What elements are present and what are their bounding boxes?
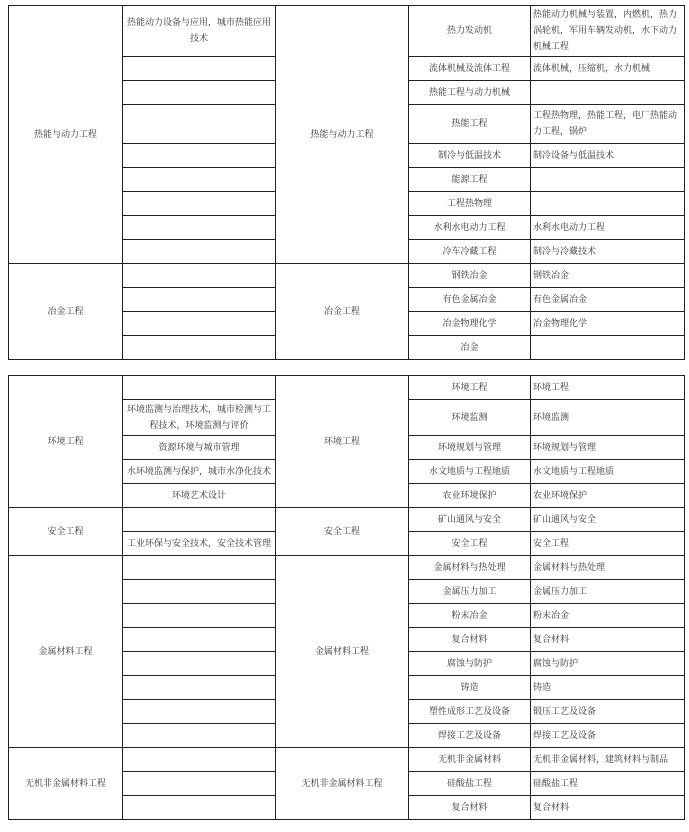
sub-major-cell: 热力发动机 — [409, 6, 531, 57]
table-row — [9, 508, 685, 532]
detail-cell: 复合材料 — [531, 796, 685, 820]
related-major-cell — [123, 192, 276, 216]
sub-major-cell: 塑性成形工艺及设备 — [409, 700, 531, 724]
related-major-cell: 环境艺术设计 — [123, 484, 276, 508]
detail-cell: 有色金属冶金 — [531, 288, 685, 312]
related-major-cell — [123, 604, 276, 628]
detail-cell: 环境监测 — [531, 400, 685, 436]
table-row — [9, 264, 685, 288]
detail-cell — [531, 81, 685, 105]
sub-major-cell: 复合材料 — [409, 628, 531, 652]
detail-cell: 水利水电动力工程 — [531, 216, 685, 240]
old-major-cell: 环境工程 — [276, 376, 409, 508]
detail-cell: 矿山通风与安全 — [531, 508, 685, 532]
sub-major-cell: 流体机械及流体工程 — [409, 57, 531, 81]
major-cell: 无机非金属材料工程 — [9, 748, 123, 820]
old-major-cell: 热能与动力工程 — [276, 6, 409, 264]
sub-major-cell: 水文地质与工程地质 — [409, 460, 531, 484]
related-major-cell: 热能动力设备与应用，城市热能应用技术 — [123, 6, 276, 57]
detail-cell: 水文地质与工程地质 — [531, 460, 685, 484]
detail-cell: 粉末冶金 — [531, 604, 685, 628]
related-major-cell — [123, 240, 276, 264]
sub-major-cell: 农业环境保护 — [409, 484, 531, 508]
related-major-cell — [123, 556, 276, 580]
sub-major-cell: 冶金物理化学 — [409, 312, 531, 336]
sub-major-cell: 环境规划与管理 — [409, 436, 531, 460]
detail-cell: 流体机械，压缩机，水力机械 — [531, 57, 685, 81]
sub-major-cell: 矿山通风与安全 — [409, 508, 531, 532]
table-row — [9, 376, 685, 400]
detail-cell — [531, 168, 685, 192]
detail-cell: 环境规划与管理 — [531, 436, 685, 460]
detail-cell: 农业环境保护 — [531, 484, 685, 508]
detail-cell: 金属材料与热处理 — [531, 556, 685, 580]
major-cell: 冶金工程 — [9, 264, 123, 360]
detail-cell: 无机非金属材料，建筑材料与制品 — [531, 748, 685, 772]
related-major-cell — [123, 81, 276, 105]
related-major-cell — [123, 376, 276, 400]
sub-major-cell: 环境工程 — [409, 376, 531, 400]
related-major-cell: 环境监测与治理技术，城市检测与工程技术，环境监测与评价 — [123, 400, 276, 436]
sub-major-cell: 热能工程 — [409, 105, 531, 144]
related-major-cell — [123, 336, 276, 360]
related-major-cell — [123, 288, 276, 312]
related-major-cell — [123, 216, 276, 240]
old-major-cell: 无机非金属材料工程 — [276, 748, 409, 820]
related-major-cell — [123, 508, 276, 532]
detail-cell: 腐蚀与防护 — [531, 652, 685, 676]
sub-major-cell: 钢铁冶金 — [409, 264, 531, 288]
sub-major-cell: 铸造 — [409, 676, 531, 700]
table-row — [9, 556, 685, 580]
detail-cell: 硅酸盐工程 — [531, 772, 685, 796]
sub-major-cell: 有色金属冶金 — [409, 288, 531, 312]
related-major-cell — [123, 628, 276, 652]
sub-major-cell: 冶金 — [409, 336, 531, 360]
related-major-cell: 水环境监测与保护，城市水净化技术 — [123, 460, 276, 484]
related-major-cell — [123, 580, 276, 604]
sub-major-cell: 粉末冶金 — [409, 604, 531, 628]
sub-major-cell: 硅酸盐工程 — [409, 772, 531, 796]
related-major-cell — [123, 168, 276, 192]
major-cell: 安全工程 — [9, 508, 123, 556]
table-row — [9, 6, 685, 57]
detail-cell — [531, 336, 685, 360]
detail-cell: 钢铁冶金 — [531, 264, 685, 288]
sub-major-cell: 金属压力加工 — [409, 580, 531, 604]
related-major-cell: 工业环保与安全技术，安全技术管理 — [123, 532, 276, 556]
old-major-cell: 金属材料工程 — [276, 556, 409, 748]
sub-major-cell: 环境监测 — [409, 400, 531, 436]
sub-major-cell: 工程热物理 — [409, 192, 531, 216]
related-major-cell — [123, 676, 276, 700]
related-major-cell — [123, 264, 276, 288]
detail-cell: 锻压工艺及设备 — [531, 700, 685, 724]
sub-major-cell: 热能工程与动力机械 — [409, 81, 531, 105]
sub-major-cell: 复合材料 — [409, 796, 531, 820]
related-major-cell — [123, 105, 276, 144]
related-major-cell — [123, 312, 276, 336]
sub-major-cell: 安全工程 — [409, 532, 531, 556]
sub-major-cell: 腐蚀与防护 — [409, 652, 531, 676]
sub-major-cell: 能源工程 — [409, 168, 531, 192]
detail-cell: 焊接工艺及设备 — [531, 724, 685, 748]
old-major-cell: 安全工程 — [276, 508, 409, 556]
related-major-cell — [123, 700, 276, 724]
major-cell: 金属材料工程 — [9, 556, 123, 748]
related-major-cell — [123, 748, 276, 772]
sub-major-cell: 制冷与低温技术 — [409, 144, 531, 168]
related-major-cell — [123, 57, 276, 81]
sub-major-cell: 焊接工艺及设备 — [409, 724, 531, 748]
detail-cell: 复合材料 — [531, 628, 685, 652]
sub-major-cell: 金属材料与热处理 — [409, 556, 531, 580]
detail-cell: 冶金物理化学 — [531, 312, 685, 336]
detail-cell: 制冷与冷藏技术 — [531, 240, 685, 264]
major-cell: 热能与动力工程 — [9, 6, 123, 264]
detail-cell: 环境工程 — [531, 376, 685, 400]
detail-cell: 工程热物理，热能工程，电厂热能动力工程，锅炉 — [531, 105, 685, 144]
table-row — [9, 748, 685, 772]
related-major-cell — [123, 724, 276, 748]
related-major-cell: 资源环境与城市管理 — [123, 436, 276, 460]
major-table-1 — [8, 5, 685, 360]
related-major-cell — [123, 796, 276, 820]
sub-major-cell: 水利水电动力工程 — [409, 216, 531, 240]
related-major-cell — [123, 144, 276, 168]
detail-cell: 热能动力机械与装置，内燃机，热力涡轮机，军用车辆发动机，水下动力机械工程 — [531, 6, 685, 57]
sub-major-cell: 冷车冷藏工程 — [409, 240, 531, 264]
sub-major-cell: 无机非金属材料 — [409, 748, 531, 772]
detail-cell — [531, 192, 685, 216]
major-cell: 环境工程 — [9, 376, 123, 508]
related-major-cell — [123, 652, 276, 676]
detail-cell: 制冷设备与低温技术 — [531, 144, 685, 168]
detail-cell: 安全工程 — [531, 532, 685, 556]
old-major-cell: 冶金工程 — [276, 264, 409, 360]
detail-cell: 金属压力加工 — [531, 580, 685, 604]
detail-cell: 铸造 — [531, 676, 685, 700]
major-table-2 — [8, 375, 685, 820]
related-major-cell — [123, 772, 276, 796]
